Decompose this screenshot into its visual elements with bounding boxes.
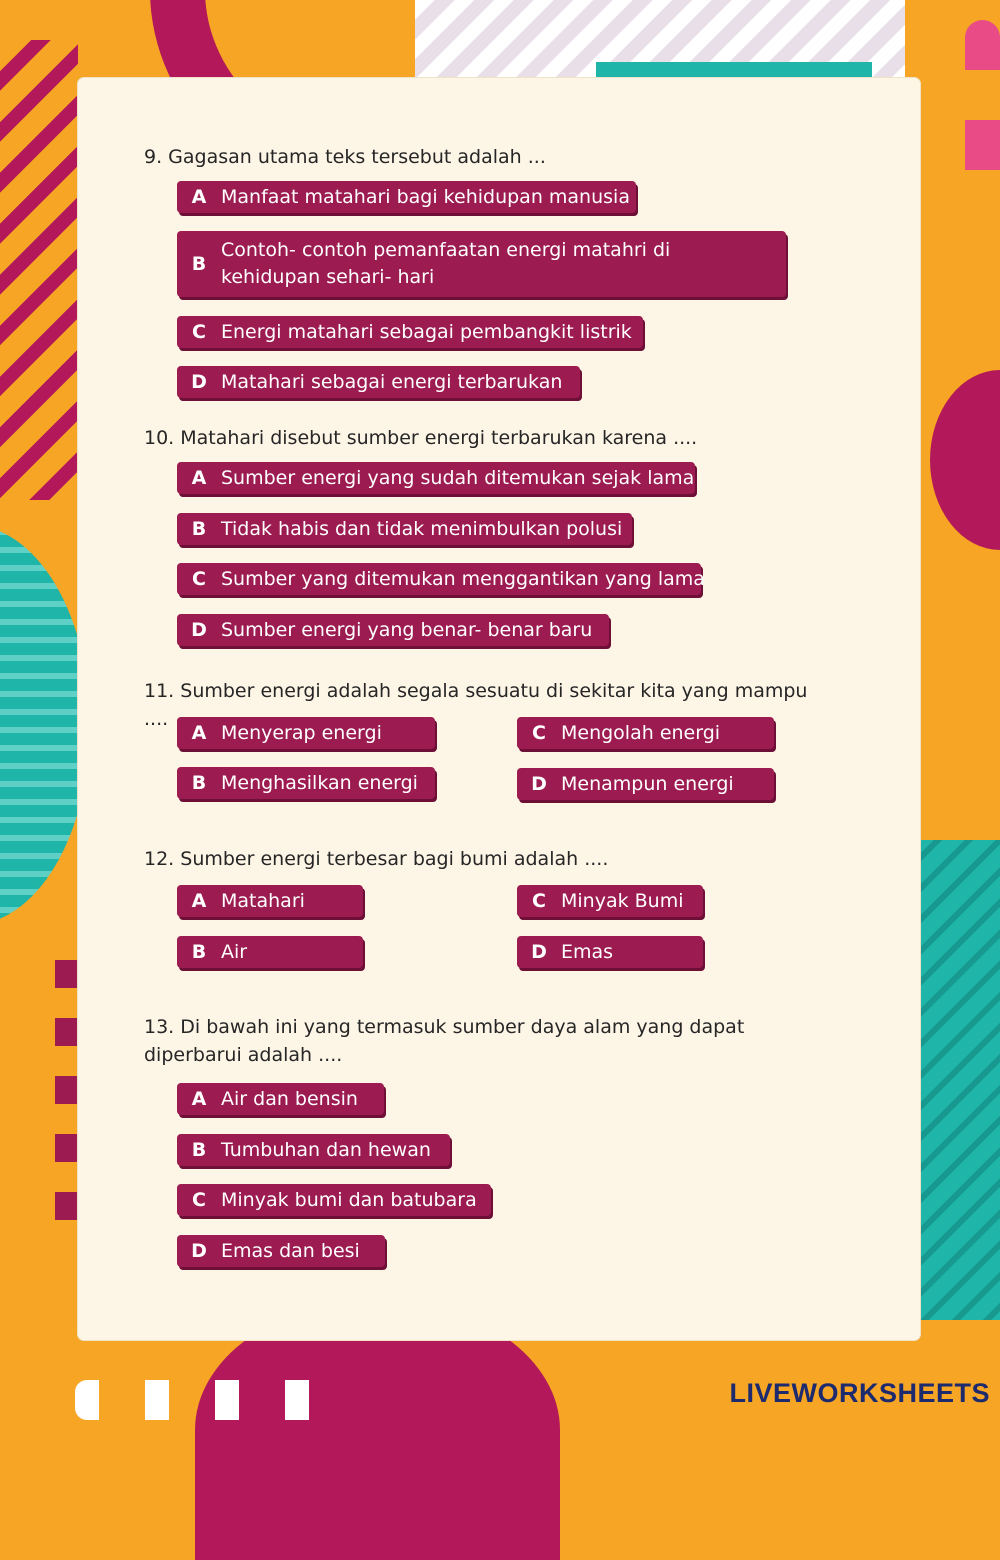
option-letter: B [191, 253, 207, 275]
option-letter: D [191, 1240, 207, 1262]
option-text: Minyak bumi dan batubara [221, 1189, 477, 1211]
q11-option-b[interactable] [177, 767, 435, 799]
option-text: Air [221, 941, 248, 963]
option-text: Manfaat matahari bagi kehidupan manusia [221, 186, 630, 208]
option-letter: A [191, 467, 207, 489]
bg-magenta-stripes-left [0, 40, 78, 500]
question-9-text: 9. Gagasan utama teks tersebut adalah ... [144, 146, 546, 168]
option-letter: A [191, 186, 207, 208]
option-letter: A [191, 890, 207, 912]
option-letter: A [191, 722, 207, 744]
option-letter: C [192, 568, 206, 590]
question-13-text: 13. Di bawah ini yang termasuk sumber daya alam yang dapat diperbarui adalah .... [144, 1016, 745, 1066]
option-letter: C [192, 1189, 206, 1211]
q10-option-d[interactable] [177, 614, 609, 646]
bg-teal-semicircle-left [0, 525, 90, 925]
option-letter: D [531, 941, 547, 963]
option-letter: A [191, 1088, 207, 1110]
q10-option-b[interactable] [177, 513, 632, 545]
option-text: Tumbuhan dan hewan [221, 1139, 431, 1161]
option-text: Sumber yang ditemukan menggantikan yang lama [221, 568, 705, 590]
option-letter: D [191, 371, 207, 393]
option-text: Sumber energi yang sudah ditemukan sejak lama [221, 467, 695, 489]
q13-option-a[interactable] [177, 1083, 384, 1115]
q13-option-d[interactable] [177, 1235, 385, 1267]
option-text: Menampun energi [561, 773, 734, 795]
q9-option-a[interactable] [177, 181, 636, 213]
q12-option-b[interactable] [177, 936, 363, 968]
option-text: Menghasilkan energi [221, 772, 418, 794]
q10-option-c[interactable] [177, 563, 705, 595]
option-letter: D [531, 773, 547, 795]
q12-option-d[interactable] [517, 936, 703, 968]
bg-heart-shapes [965, 20, 1000, 190]
q10-option-a[interactable] [177, 462, 695, 494]
q12-option-c[interactable] [517, 885, 703, 917]
option-text: Matahari [221, 890, 305, 912]
q11-option-d[interactable] [517, 768, 774, 800]
liveworksheets-logo: LIVEWORKSHEETS [729, 1378, 990, 1408]
option-text: Emas dan besi [221, 1240, 360, 1262]
q13-option-b[interactable] [177, 1134, 450, 1166]
q11-option-a[interactable] [177, 717, 435, 749]
option-letter: C [192, 321, 206, 343]
q9-option-c[interactable] [177, 316, 643, 348]
option-letter: B [191, 518, 207, 540]
option-letter: C [532, 890, 546, 912]
option-text: Sumber energi yang benar- benar baru [221, 619, 593, 641]
option-text: Emas [561, 941, 614, 963]
option-text: Contoh- contoh pemanfaatan energi matahri di kehidupan sehari- hari [221, 239, 671, 288]
q12-option-a[interactable] [177, 885, 363, 917]
question-10-text: 10. Matahari disebut sumber energi terbarukan karena .... [144, 427, 698, 449]
option-text: Minyak Bumi [561, 890, 684, 912]
question-11-text: 11. Sumber energi adalah segala sesuatu di sekitar kita yang mampu .... [144, 680, 808, 730]
option-letter: C [532, 722, 546, 744]
option-letter: D [191, 619, 207, 641]
bg-pill-shapes-bottom [75, 1380, 335, 1420]
option-letter: B [191, 1139, 207, 1161]
q13-option-c[interactable] [177, 1184, 491, 1216]
question-12-text: 12. Sumber energi terbesar bagi bumi adalah .... [144, 848, 609, 870]
option-text: Tidak habis dan tidak menimbulkan polusi [221, 518, 623, 540]
q9-option-d[interactable] [177, 366, 580, 398]
option-text: Energi matahari sebagai pembangkit listrik [221, 321, 632, 343]
q11-option-c[interactable] [517, 717, 774, 749]
q9-option-b[interactable] [177, 231, 786, 297]
option-text: Air dan bensin [221, 1088, 358, 1110]
option-text: Mengolah energi [561, 722, 721, 744]
option-text: Matahari sebagai energi terbarukan [221, 371, 563, 393]
option-text: Menyerap energi [221, 722, 382, 744]
option-letter: B [191, 772, 207, 794]
option-letter: B [191, 941, 207, 963]
